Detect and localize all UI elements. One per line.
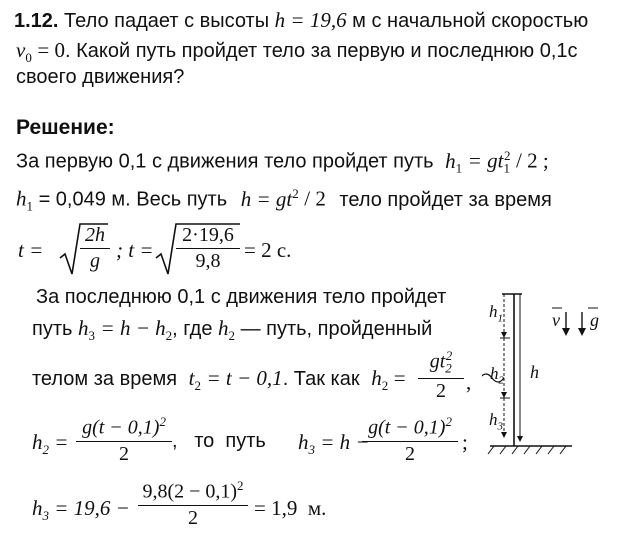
p3-line bbox=[32, 366, 406, 394]
s2-sup: 2 bbox=[292, 186, 299, 201]
f4-h3: $h_3 = h$ − bbox=[298, 430, 370, 458]
p2-line-1: За последнюю 0,1 с движения тело пройдет bbox=[36, 286, 447, 308]
p2-h3-sub: 3 bbox=[88, 328, 95, 343]
p3-t2: t bbox=[188, 366, 195, 390]
p3-frac bbox=[418, 348, 464, 403]
fig-label-h2: $h_2$ bbox=[490, 364, 504, 387]
s2-h1: h bbox=[16, 186, 27, 211]
f4-den-2: 2 bbox=[405, 442, 415, 465]
fig-label-h1: $h_1$ bbox=[489, 302, 503, 325]
fig-label-h: h bbox=[530, 362, 539, 382]
p2-text-a: путь bbox=[32, 318, 73, 340]
f4-frac-2 bbox=[362, 414, 458, 466]
p2-h2-sub: 2 bbox=[228, 328, 236, 343]
p3-h2: h bbox=[371, 366, 382, 390]
s3-num-2: 2·19,6 bbox=[182, 224, 234, 246]
p3-eq: = bbox=[393, 366, 406, 390]
height-eq: h = 19,6 bbox=[274, 8, 347, 32]
f5-h3: $h_3 = 19,6$ − bbox=[32, 496, 130, 524]
s2-end: / 2 bbox=[304, 186, 326, 211]
s1-h: h bbox=[445, 148, 456, 173]
p3-den: 2 bbox=[436, 379, 446, 402]
s1-h-sub: 1 bbox=[455, 160, 463, 176]
p2-text-c: — путь, пройденный bbox=[240, 318, 433, 340]
p2-text-b: , где bbox=[172, 318, 213, 340]
p3-mid: . Так как bbox=[282, 368, 360, 390]
p2-eq-sub: 2 bbox=[165, 328, 173, 343]
s1-rhs-sub: 1 bbox=[503, 160, 510, 176]
p2-h2: h bbox=[218, 316, 229, 340]
s3-den-2: 9,8 bbox=[195, 250, 221, 272]
s1-rhs-sup: 2 bbox=[503, 148, 511, 163]
s3-frac-2 bbox=[176, 224, 240, 273]
f5-result: = 1,9 м. bbox=[254, 496, 327, 520]
f5-den: 2 bbox=[188, 506, 198, 529]
p3-t2-eq: = t − 0,1 bbox=[206, 366, 283, 390]
p3-comma: , bbox=[466, 370, 472, 394]
solution-line-1 bbox=[16, 148, 549, 177]
s1-rhs: = gt bbox=[467, 148, 504, 173]
solution-heading: Решение: bbox=[16, 116, 115, 139]
f5-frac bbox=[138, 478, 248, 530]
problem-line-3: своего движения? bbox=[16, 66, 185, 88]
v0-sub: 0 bbox=[25, 50, 32, 65]
fig-label-v: v bbox=[552, 310, 560, 330]
f5-num: $9,8(2 - 0,1)^2$ bbox=[142, 478, 244, 503]
s2-text: тело пройдет за время bbox=[339, 188, 552, 211]
s3-t: t = bbox=[18, 238, 44, 262]
f4-frac-1 bbox=[76, 414, 172, 466]
problem-text-1b: м с начальной скоростью bbox=[352, 10, 589, 32]
f4-end: ; bbox=[462, 430, 468, 454]
s1-rhs-end: / 2 ; bbox=[516, 148, 549, 173]
f4-den-1: 2 bbox=[119, 442, 129, 465]
s2-formula: h = gt bbox=[240, 186, 293, 211]
p3-num: $gt_2^2$ bbox=[429, 348, 453, 376]
problem-number: 1.12. bbox=[14, 10, 59, 32]
f4-h2: $h_2$ = bbox=[32, 430, 69, 458]
p3-text: телом за время bbox=[32, 368, 178, 390]
f4-mid: , то путь bbox=[172, 430, 266, 452]
s3-sep: ; t = bbox=[116, 238, 154, 262]
s3-result: = 2 с. bbox=[244, 238, 292, 262]
s3-num-1: 2h bbox=[85, 224, 105, 246]
problem-text-2: . Какой путь пройдет тело за первую и последнюю 0,1с bbox=[64, 40, 578, 62]
s1-text: За первую 0,1 с движения тело пройдет путь bbox=[16, 150, 434, 173]
f4-num-1: $g(t - 0,1)^2$ bbox=[82, 414, 166, 439]
problem-text-1: Тело падает с высоты bbox=[64, 10, 270, 32]
p3-t2-sub: 2 bbox=[194, 378, 201, 393]
p3-h2-sub: 2 bbox=[381, 378, 389, 393]
v0-value: = 0 bbox=[37, 38, 65, 62]
fig-label-g: g bbox=[590, 310, 599, 330]
problem-line-2 bbox=[16, 38, 578, 66]
p2-h3: h bbox=[77, 316, 89, 340]
s3-den-1: g bbox=[90, 250, 100, 272]
s2-value: = 0,049 м. Весь путь bbox=[38, 188, 228, 211]
p2-line-2 bbox=[32, 316, 432, 344]
s2-h1-sub: 1 bbox=[26, 198, 33, 214]
fig-label-h3: $h_3$ bbox=[489, 410, 503, 433]
solution-line-2 bbox=[16, 186, 552, 215]
problem-line-1 bbox=[14, 8, 588, 33]
p2-eq: = h − h bbox=[100, 316, 166, 340]
s3-frac-1 bbox=[80, 224, 110, 273]
v0-symbol: v bbox=[16, 38, 26, 62]
f4-num-2: $g(t - 0,1)^2$ bbox=[368, 414, 452, 439]
